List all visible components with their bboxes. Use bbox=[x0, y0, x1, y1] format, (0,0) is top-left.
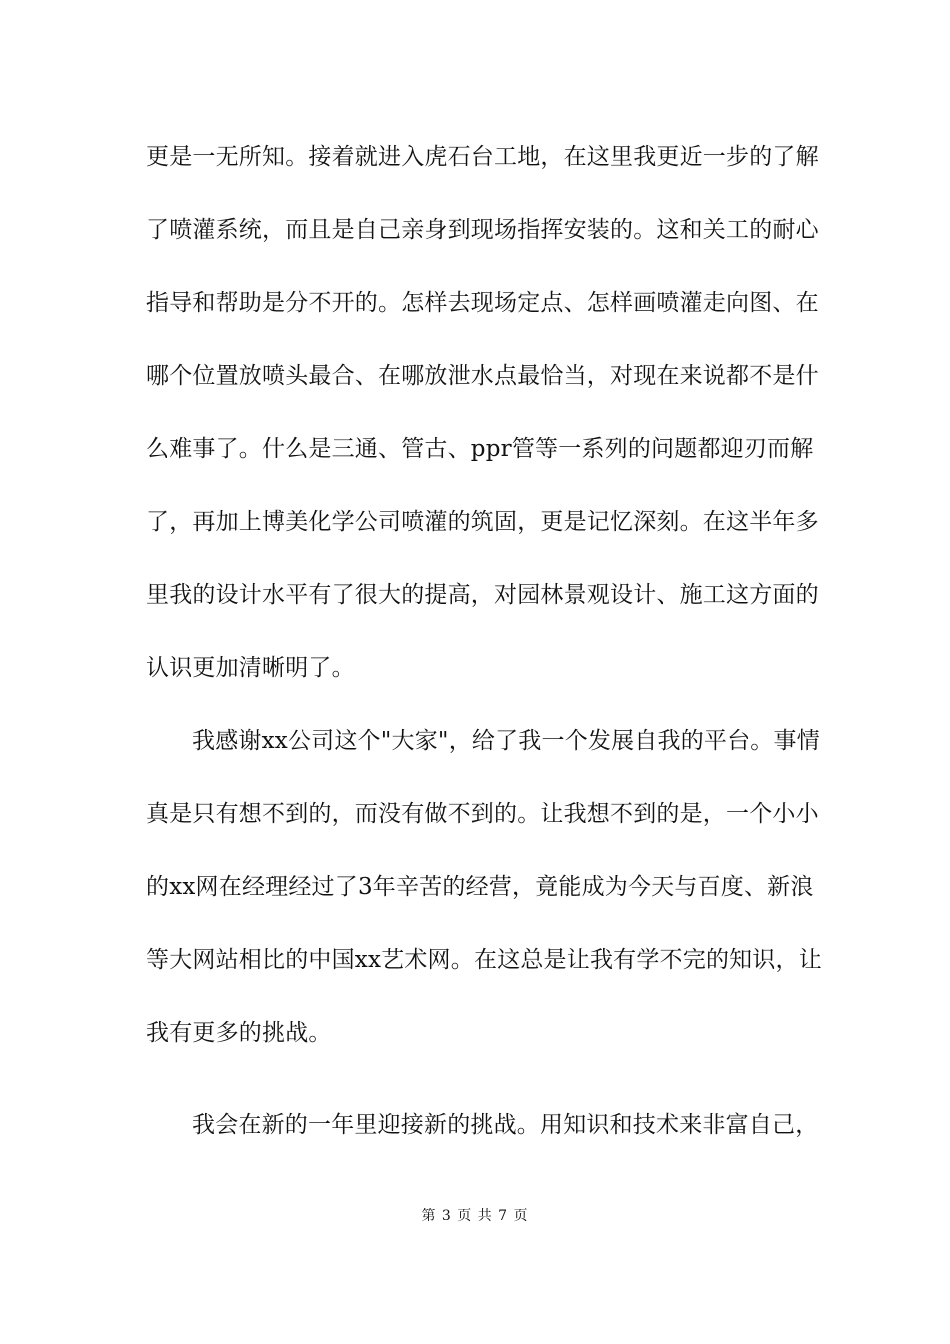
text-line: 认识更加清晰明了。 bbox=[146, 655, 355, 681]
text-line: 更是一无所知。接着就进入虎石台工地，在这里我更近一步的了解 bbox=[146, 144, 819, 170]
text-line: 了喷灌系统，而且是自己亲身到现场指挥安装的。这和关工的耐心 bbox=[146, 217, 819, 243]
text-line: 么难事了。什么是三通、管古、ppr管等一系列的问题都迎刃而解 bbox=[146, 436, 814, 462]
text-line: 指导和帮助是分不开的。怎样去现场定点、怎样画喷灌走向图、在 bbox=[146, 290, 819, 316]
text-line: 我有更多的挑战。 bbox=[146, 1020, 332, 1046]
page-footer: 第 3 页 共 7 页 bbox=[421, 1208, 529, 1224]
text-line: 里我的设计水平有了很大的提高，对园林景观设计、施工这方面的 bbox=[146, 582, 819, 608]
text-line: 了，再加上博美化学公司喷灌的筑固，更是记忆深刻。在这半年多 bbox=[146, 509, 819, 535]
text-line: 哪个位置放喷头最合、在哪放泄水点最恰当，对现在来说都不是什 bbox=[146, 363, 819, 389]
text-line: 我会在新的一年里迎接新的挑战。用知识和技术来非富自己， bbox=[192, 1112, 819, 1138]
text-line: 我感谢xx公司这个"大家"，给了我一个发展自我的平台。事情 bbox=[192, 728, 820, 754]
text-line: 的xx网在经理经过了3年辛苦的经营，竟能成为今天与百度、新浪 bbox=[146, 874, 814, 900]
text-line: 真是只有想不到的，而没有做不到的。让我想不到的是，一个小小 bbox=[146, 801, 819, 827]
text-line: 等大网站相比的中国xx艺术网。在这总是让我有学不完的知识，让 bbox=[146, 947, 822, 973]
